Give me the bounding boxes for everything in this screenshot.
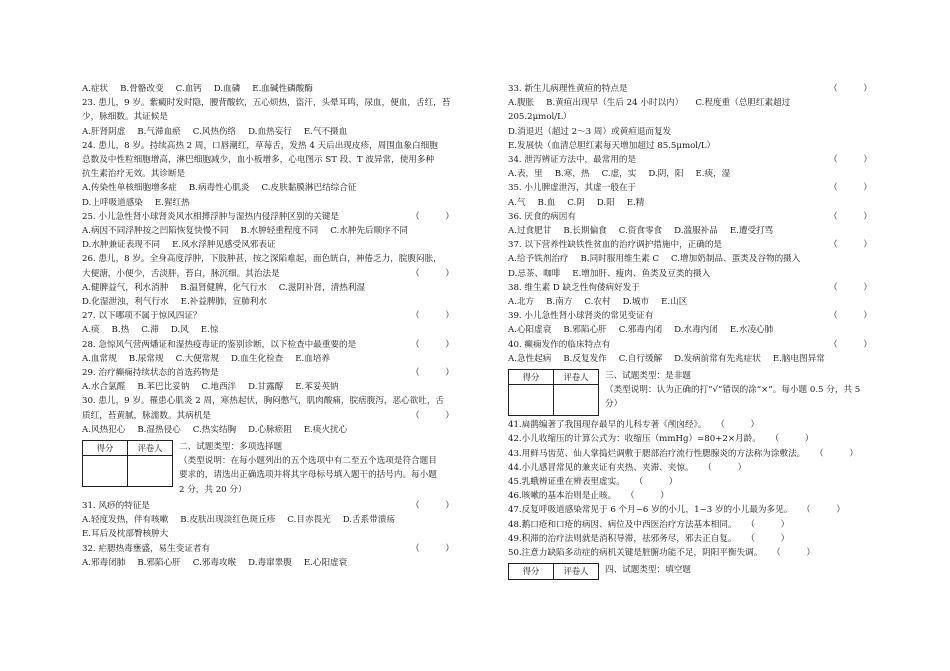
- true-false-answer-paren[interactable]: （ ）: [819, 448, 858, 459]
- q32-answer-paren[interactable]: （ ）: [411, 543, 454, 554]
- option-choice[interactable]: B.病毒性心肌炎: [188, 183, 250, 194]
- q22-options: [82, 82, 472, 96]
- section-4-header: [508, 563, 890, 579]
- option-choice[interactable]: B.邪陷心肝: [137, 557, 181, 568]
- option-choice[interactable]: D.舌系带溃疡: [342, 515, 395, 526]
- option-choice[interactable]: E.苯妥英钠: [295, 382, 339, 393]
- q33-options-2: [508, 125, 890, 139]
- q30-stem-1: 30. 患儿，9 岁。罹患心肌炎 2 周，寒热起伏，胸闷憋气，肌肉酸痛，脘痞腹泻，恶心欲吐，舌: [82, 396, 445, 407]
- option-choice[interactable]: E.补益脾肺，宣肺利水: [180, 297, 268, 308]
- option-choice[interactable]: A.风热犯心: [82, 424, 126, 435]
- true-false-answer-paren[interactable]: （ ）: [806, 505, 845, 516]
- q32-stem: 32. 疟腮热毒壅盛，易生变证者有: [82, 543, 211, 554]
- option-choice[interactable]: B.皮肤出现淡红色斑丘疹: [180, 515, 276, 526]
- true-false-item: [508, 489, 890, 503]
- q37-answer-paren[interactable]: （ ）: [829, 240, 872, 251]
- true-false-answer-paren[interactable]: （ ）: [750, 519, 790, 530]
- q36-options: [508, 224, 890, 238]
- q38-answer-paren[interactable]: （ ）: [829, 282, 872, 293]
- q30-stem-2: 质红，苔黄腻，脉濡数。其病机是: [82, 410, 211, 421]
- option-choice[interactable]: C.程度重（总胆红素超过: [695, 98, 791, 109]
- section-3-title: 三、试题类型：是非题: [605, 371, 691, 382]
- true-false-text: 44.小儿感冒常见的兼夹证有夹热、夹滞、夹惊。: [508, 462, 694, 473]
- q38-stem: 38. 维生素 D 缺乏性佝偻病好发于: [508, 282, 640, 293]
- q27-stem: 27. 以下哪项不属于惊风四证？: [82, 311, 202, 322]
- section-2-header: [82, 440, 472, 497]
- section-2-title: 二、试题类型：多项选择题: [179, 442, 283, 453]
- section-3-header: [508, 369, 890, 416]
- option-choice[interactable]: A.邪毒闭肺: [82, 557, 126, 568]
- true-false-answer-paren[interactable]: （ ）: [707, 462, 747, 473]
- option-choice[interactable]: E.猩红热: [154, 197, 190, 208]
- option-choice[interactable]: E.脑电图异常: [772, 353, 825, 364]
- grade-reviewer-label: 评卷人: [554, 370, 599, 385]
- option-choice[interactable]: B.寒，热: [554, 169, 590, 180]
- q26-stem-1: 26. 患儿，8 岁。全身高度浮肿，下肢肿甚，按之深陷难起，面色㿠白，神倦乏力，脘腹闷胀，: [82, 254, 442, 265]
- true-false-item: [508, 475, 890, 489]
- option-choice[interactable]: C.邪毒内闭: [618, 325, 663, 336]
- q35-answer-paren[interactable]: （ ）: [829, 183, 872, 194]
- section-4-title: 四、试题类型：填空题: [605, 565, 691, 576]
- section-3-description: （类型说明：认为正确的打“√”错误的涂“×”。每小题 0.5 分，共 5 分）: [605, 385, 861, 410]
- option-choice[interactable]: B.骨骼改变: [120, 84, 164, 94]
- true-false-answer-paren[interactable]: （ ）: [720, 420, 760, 431]
- option-choice[interactable]: B.南方: [546, 297, 573, 308]
- option-choice[interactable]: D.心脉瘀阻: [248, 424, 292, 435]
- option-choice[interactable]: D.水毒内闭: [674, 325, 718, 336]
- option-choice[interactable]: D.滥服补品: [674, 226, 718, 237]
- option-choice[interactable]: C.农村: [584, 297, 611, 308]
- q37-options: [508, 252, 890, 266]
- option-choice[interactable]: B.邪陷心肝: [563, 325, 607, 336]
- q40-options: [508, 352, 890, 366]
- q24-options: [82, 181, 472, 195]
- q33-answer-paren[interactable]: （ ）: [829, 84, 872, 94]
- option-choice[interactable]: E.风水浮肿见感受风邪表证: [172, 240, 276, 251]
- option-choice[interactable]: C.虚，实: [601, 169, 637, 180]
- q26-answer-paren[interactable]: （ ）: [411, 268, 454, 279]
- true-false-item: [508, 447, 890, 461]
- option-choice[interactable]: D.阴，阳: [648, 169, 684, 180]
- option-choice[interactable]: A.痰: [82, 325, 100, 336]
- q35-options: [508, 196, 890, 210]
- option-choice[interactable]: D.血生化检查: [230, 353, 284, 364]
- q40-answer-paren[interactable]: （ ）: [829, 339, 872, 350]
- true-false-item: [508, 532, 890, 546]
- q26-stem-2: 大便溏，小便少，舌淡胖，苔白，脉沉细。其治法是: [82, 268, 280, 279]
- q39-stem: 39. 小儿急性肾小球肾炎的常见变证有: [508, 311, 654, 322]
- option-choice[interactable]: C.滞: [141, 325, 159, 336]
- grade-reviewer-label: 评卷人: [128, 441, 173, 456]
- option-choice[interactable]: E.遭受打骂: [729, 226, 774, 237]
- option-choice[interactable]: A.病因不同浮肿按之凹陷恢复快慢不同: [82, 226, 229, 237]
- option-choice[interactable]: C.风热伤络: [192, 126, 237, 137]
- section-2-description: （类型说明：在每小题列出的五个选项中有二至五个选项是符合题目要求的，请选出正确选项并将其字母标号填入题干的括号内。每小题 2 分，共 20 分）: [179, 456, 437, 495]
- q29-stem: 29. 治疗癫痫持续状态的首选药物是: [82, 368, 219, 379]
- option-choice[interactable]: E.山区: [661, 297, 688, 308]
- q31-options-2: [82, 527, 472, 541]
- section-3-grade-box: [508, 369, 599, 416]
- option-choice[interactable]: E.惊: [200, 325, 219, 336]
- option-choice[interactable]: E.痰火扰心: [303, 424, 348, 435]
- section-2-grade-box: [82, 440, 173, 487]
- option-choice[interactable]: C.自行缓解: [618, 353, 663, 364]
- q37-options-2: [508, 267, 890, 281]
- option-choice[interactable]: B.热: [111, 325, 130, 336]
- q31-options: [82, 513, 472, 527]
- true-false-text: 49.积滞的治疗法则就是消积导滞，祛邪务尽，邪去正自复。: [508, 533, 737, 544]
- true-false-text: 46.咳嗽的基本治则是止咳。: [508, 491, 617, 502]
- true-false-item: [508, 432, 890, 446]
- option-choice[interactable]: A.血常规: [82, 353, 117, 364]
- q28-stem: 28. 急惊风气营两燔证和湿热疫毒证的鉴别诊断，以下检查中最重要的是: [82, 339, 357, 350]
- option-choice[interactable]: C.地西泮: [201, 382, 237, 393]
- true-false-text: 42.小儿收缩压的计算公式为：收缩压（mmHg）=80+2×月龄。: [508, 434, 761, 445]
- q32-options: [82, 556, 472, 570]
- grade-score-label: 得分: [83, 441, 128, 456]
- option-choice[interactable]: E.血培养: [295, 353, 331, 364]
- option-choice[interactable]: A.健脾益气，利水消肿: [82, 282, 169, 293]
- option-choice[interactable]: B.黄疸出现早（生后 24 小时以内）: [546, 98, 684, 109]
- option-choice[interactable]: C.滋阴补肾，清热利湿: [278, 282, 366, 293]
- grade-score-label: 得分: [509, 370, 554, 385]
- option-choice[interactable]: A.轻度发热，伴有咳嗽: [82, 515, 169, 526]
- option-choice[interactable]: D.血磷: [213, 84, 241, 94]
- option-choice[interactable]: A.水合氯醛: [82, 382, 126, 393]
- true-false-answer-paren[interactable]: （ ）: [630, 491, 669, 502]
- true-false-text: 41.扁鹊编著了我国现存最早的儿科专著《颅囟经》。: [508, 420, 707, 431]
- option-choice[interactable]: E.耳后及枕部臀核肿大: [82, 529, 169, 540]
- q27-answer-paren[interactable]: （ ）: [411, 311, 454, 322]
- option-choice[interactable]: A.心阳虚衰: [508, 325, 552, 336]
- option-choice[interactable]: A.气: [508, 197, 526, 208]
- grade-reviewer-label: 评卷人: [554, 564, 599, 579]
- option-choice[interactable]: D.血热妄行: [248, 126, 292, 137]
- option-choice[interactable]: B.气滞血瘀: [137, 126, 181, 137]
- true-false-text: 45.乳蛾辨证重在辨表里虚实。: [508, 477, 625, 488]
- grade-score-label: 得分: [509, 564, 554, 579]
- option-choice[interactable]: A.表，里: [508, 169, 543, 180]
- grade-reviewer-cell[interactable]: [554, 385, 599, 416]
- option-choice[interactable]: E.精: [626, 197, 645, 208]
- option-choice[interactable]: E.血碱性磷酸酶: [252, 84, 313, 94]
- option-choice[interactable]: C.热实结胸: [192, 424, 237, 435]
- option-choice[interactable]: C.血钙: [175, 84, 202, 94]
- option-choice[interactable]: D.发病前常有先兆症状: [674, 353, 761, 364]
- q33-option-e: E.发展快（血清总胆红素每天增加超过 85.5μmol/L）: [508, 140, 716, 151]
- q30-options: [82, 423, 472, 437]
- option-choice[interactable]: A.给予铁剂治疗: [508, 254, 569, 265]
- option-choice[interactable]: D.毒窜睾腹: [248, 557, 292, 568]
- option-choice[interactable]: E.增加肝、瘦肉、鱼类及豆类的摄入: [572, 268, 711, 279]
- true-false-text: 48.鹅口疮和口疮的病因、病位及中西医治疗方法基本相同。: [508, 519, 737, 530]
- option-choice[interactable]: D.风: [170, 325, 189, 336]
- option-choice[interactable]: C.目赤畏光: [287, 515, 331, 526]
- left-column: [82, 82, 472, 570]
- true-false-item: [508, 546, 890, 560]
- option-choice[interactable]: D.水肿兼证表现不同: [82, 240, 161, 251]
- q24-stem-2: 总数及中性粒细胞增高，淋巴细胞减少，血小板增多，心电图示 ST 段、T 波异常，使用多种: [82, 155, 435, 166]
- q30-answer-paren[interactable]: （ ）: [411, 410, 454, 421]
- q39-options: [508, 323, 890, 337]
- option-choice[interactable]: D.消退迟（超过 2～3 周）或黄疸退而复发: [508, 126, 672, 137]
- option-choice[interactable]: C.大便常规: [175, 353, 219, 364]
- option-choice[interactable]: D.化湿泄浊，利气行水: [82, 297, 169, 308]
- option-choice[interactable]: A.急性起病: [508, 353, 552, 364]
- q25-stem: 25. 小儿急性肾小球肾炎风水相搏浮肿与湿热内侵浮肿区别的关键是: [82, 211, 340, 222]
- true-false-item: [508, 503, 890, 517]
- option-choice[interactable]: A.传染性单核细胞增多症: [82, 183, 177, 194]
- section-4-grade-box: [508, 563, 599, 579]
- option-choice[interactable]: A.过食肥甘: [508, 226, 552, 237]
- q29-options: [82, 380, 472, 394]
- grade-reviewer-cell[interactable]: [128, 456, 173, 487]
- q36-answer-paren[interactable]: （ ）: [829, 211, 872, 222]
- option-choice[interactable]: B.湿热侵心: [137, 424, 181, 435]
- true-false-text: 47.反复呼吸道感染常见于 6 个月~6 岁的小儿，1~3 岁的小儿最为多见。: [508, 505, 793, 516]
- grade-score-cell[interactable]: [83, 456, 128, 487]
- option-choice[interactable]: A.肝肾阴虚: [82, 126, 126, 137]
- q38-options: [508, 295, 890, 309]
- option-choice[interactable]: E.痰，湿: [695, 169, 731, 180]
- q40-stem: 40. 癫痫发作的临床特点有: [508, 339, 611, 350]
- option-choice[interactable]: B.长期偏食: [563, 226, 607, 237]
- true-false-item: [508, 518, 890, 532]
- option-choice[interactable]: C.皮肤黏膜淋巴结综合征: [261, 183, 357, 194]
- q24-options-2: [82, 196, 472, 210]
- option-choice[interactable]: B.血: [537, 197, 556, 208]
- option-choice[interactable]: A.北方: [508, 297, 535, 308]
- option-choice[interactable]: C.资食零食: [618, 226, 663, 237]
- grade-score-cell[interactable]: [509, 385, 554, 416]
- true-false-answer-paren[interactable]: （ ）: [774, 434, 814, 445]
- option-choice[interactable]: C.阴: [567, 197, 585, 208]
- q33-options: [508, 96, 890, 110]
- true-false-item: [508, 418, 890, 432]
- q24-stem-3: 抗生素治疗无效。其诊断是: [82, 169, 186, 180]
- option-choice[interactable]: A.腹胀: [508, 98, 535, 109]
- q26-options-2: [82, 295, 472, 309]
- option-choice[interactable]: B.尿常规: [128, 353, 164, 364]
- q23-options: [82, 125, 472, 139]
- q29-answer-paren[interactable]: （ ）: [411, 368, 454, 379]
- option-choice[interactable]: C.增加奶制品、蛋类及谷物的摄入: [671, 254, 801, 265]
- true-false-answer-paren[interactable]: （ ）: [750, 533, 790, 544]
- q39-answer-paren[interactable]: （ ）: [829, 311, 872, 322]
- option-choice[interactable]: B.温肾健脾，化气行水: [180, 282, 267, 293]
- q31-answer-paren[interactable]: （ ）: [411, 500, 454, 511]
- option-choice[interactable]: E.水凌心肺: [729, 325, 774, 336]
- option-choice[interactable]: C.邪毒攻喉: [192, 557, 237, 568]
- option-choice[interactable]: D.忌茶、咖啡: [508, 268, 561, 279]
- option-choice[interactable]: E.气不摄血: [303, 126, 348, 137]
- q25-options: [82, 224, 472, 238]
- option-choice[interactable]: D.城市: [622, 297, 650, 308]
- q26-options: [82, 281, 472, 295]
- true-false-list: [508, 418, 890, 560]
- true-false-text: 50.注意力缺陷多动症的病机关键是脏腑功能不足，阴阳平衡失调。: [508, 548, 763, 559]
- q34-stem: 34. 泄泻辨证方法中，最常用的是: [508, 155, 637, 166]
- q28-options: [82, 352, 472, 366]
- option-choice[interactable]: C.水肿先后顺序不同: [330, 226, 409, 237]
- option-choice[interactable]: B.反复发作: [563, 353, 607, 364]
- true-false-answer-paren[interactable]: （ ）: [776, 548, 815, 559]
- option-choice[interactable]: D.上呼吸道感染: [82, 197, 143, 208]
- true-false-item: [508, 461, 890, 475]
- option-choice[interactable]: A.症状: [82, 84, 109, 94]
- q34-options: [508, 167, 890, 181]
- option-choice[interactable]: B.水肿轻重程度不同: [240, 226, 319, 237]
- q27-options: [82, 323, 472, 337]
- q25-answer-paren[interactable]: （ ）: [411, 211, 454, 222]
- q37-stem: 37. 以下营养性缺铁性贫血的治疗调护措施中，正确的是: [508, 240, 723, 251]
- q28-answer-paren[interactable]: （ ）: [411, 339, 454, 350]
- option-choice[interactable]: D.甘露醇: [248, 382, 284, 393]
- q25-options-2: [82, 238, 472, 252]
- right-column: [508, 82, 890, 582]
- q33-stem: 33. 新生儿病理性黄疸的特点是: [508, 84, 628, 94]
- option-choice[interactable]: E.心阳虚衰: [303, 557, 348, 568]
- q34-answer-paren[interactable]: （ ）: [829, 155, 872, 166]
- q33-option-c-cont: 205.2μmol/L）: [508, 112, 572, 123]
- true-false-text: 43.用鲜马齿苋、仙人掌捣烂调敷于腮部治疗流行性腮腺炎的方法称为涂敷法。: [508, 448, 806, 459]
- q23-stem-1: 23. 患儿，9 岁。紫癜时发时隐，腰背酸软，五心烦热，盗汗，头晕耳鸣，尿血，便血，舌红，苔: [82, 98, 451, 109]
- q36-stem: 36. 厌食的病因有: [508, 211, 576, 222]
- option-choice[interactable]: D.阳: [596, 197, 615, 208]
- q35-stem: 35. 小儿脾虚泄泻，其虚一般在于: [508, 183, 637, 194]
- true-false-answer-paren[interactable]: （ ）: [638, 477, 678, 488]
- q24-stem-1: 24. 患儿，8 岁。持续高热 2 周，口唇潮红，草莓舌，发热 4 天后出现皮疹，周围血象白细胞: [82, 140, 438, 151]
- q23-stem-2: 少，脉细数。其证候是: [82, 112, 168, 123]
- q31-stem: 31. 风痧的特征是: [82, 500, 150, 511]
- option-choice[interactable]: B.苯巴比妥钠: [137, 382, 190, 393]
- option-choice[interactable]: B.同时服用维生素 C: [580, 254, 660, 265]
